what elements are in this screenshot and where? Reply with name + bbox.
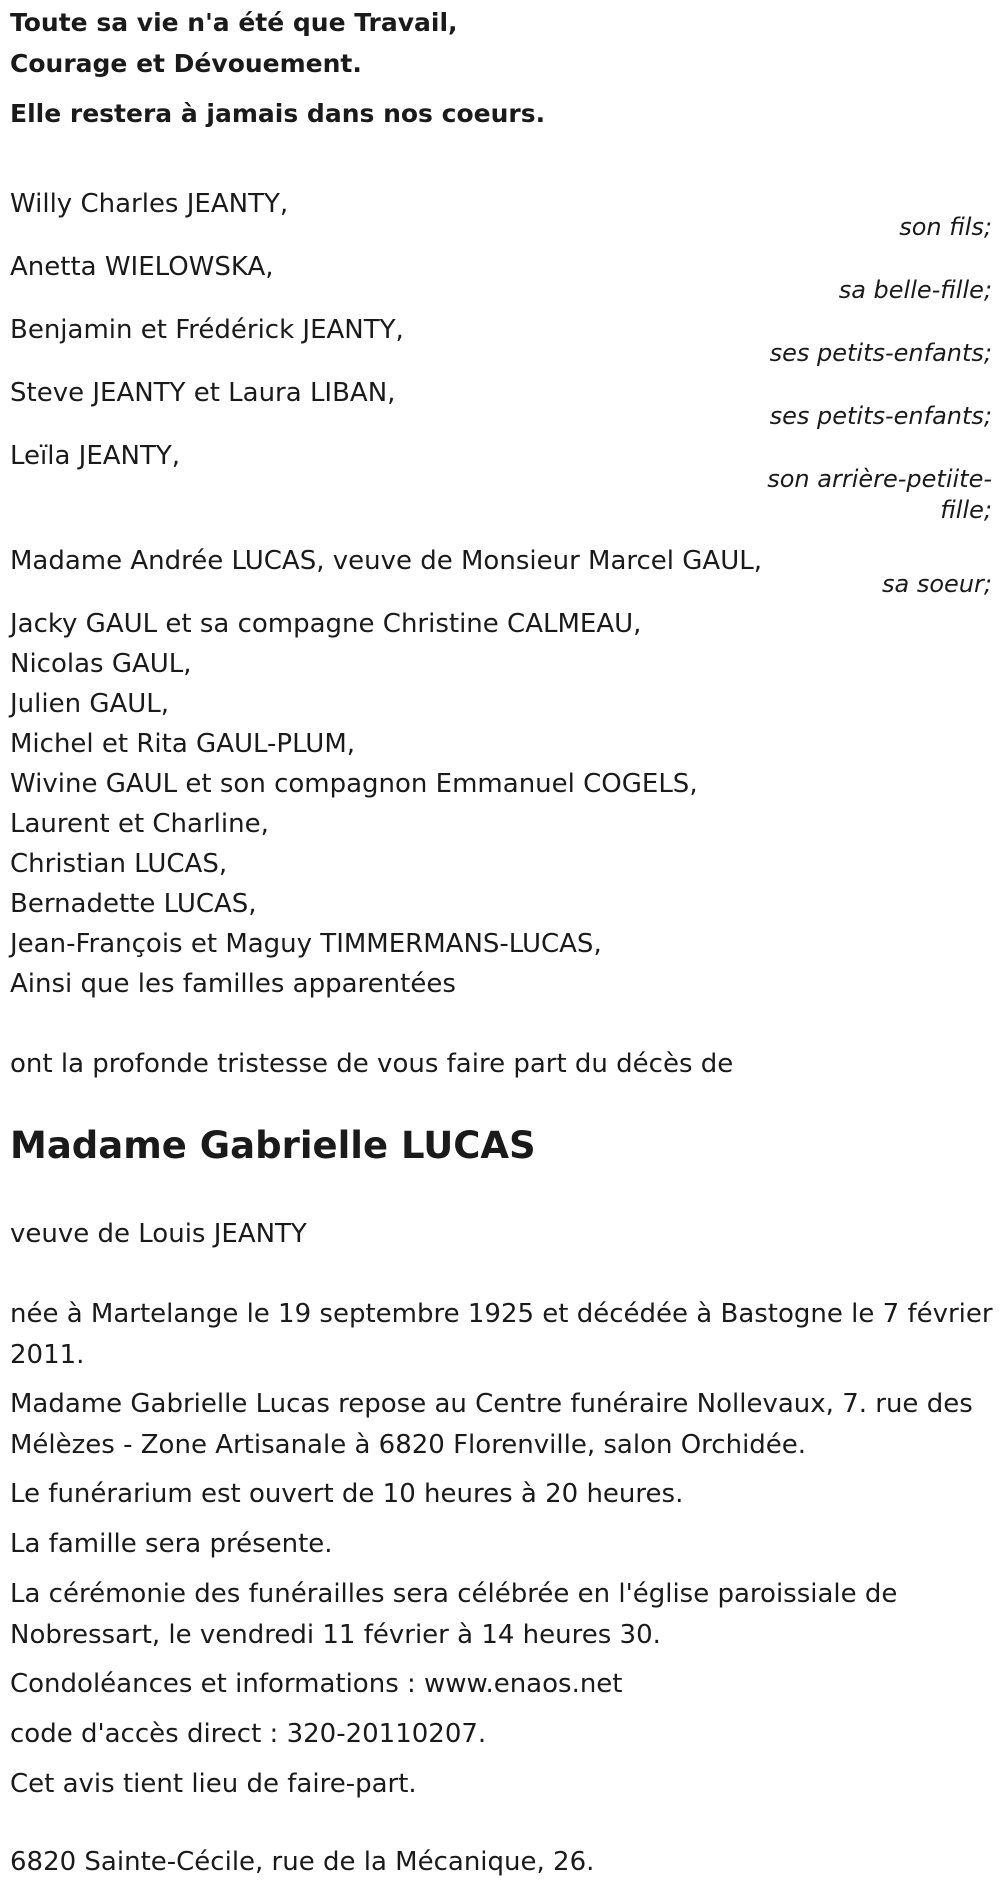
family-member-name: Leïla JEANTY,	[10, 441, 181, 471]
family-member-name: Benjamin et Frédérick JEANTY,	[10, 315, 404, 345]
relative-line: Julien GAUL,	[10, 689, 170, 719]
family-member-name: Steve JEANTY et Laura LIBAN,	[10, 378, 396, 408]
access-code-text: code d'accès direct : 320-20110207.	[10, 1719, 487, 1749]
birth-death-text: née à Martelange le 19 septembre 1925 et décédée à Bastogne le 7 février 2011.	[10, 1299, 993, 1370]
deceased-name: Madame Gabrielle LUCAS	[10, 1124, 536, 1167]
motto-line-2: Courage et Dévouement.	[10, 49, 362, 78]
family-member-role: sa belle-fille;	[838, 276, 992, 304]
repose-text: Madame Gabrielle Lucas repose au Centre funéraire Nollevaux, 7. rue des Mélèzes - Zone Artisanale à 6820 Florenville, salon Orchidée.	[10, 1389, 973, 1460]
relative-line: Jacky GAUL et sa compagne Christine CALMEAU,	[10, 609, 642, 639]
relative-line: Michel et Rita GAUL-PLUM,	[10, 729, 356, 759]
motto-line-1: Toute sa vie n'a été que Travail,	[10, 8, 458, 37]
funerarium-hours-text: Le funérarium est ouvert de 10 heures à 20 heures.	[10, 1479, 684, 1509]
widow-of-text: veuve de Louis JEANTY	[10, 1219, 307, 1249]
motto-line-3: Elle restera à jamais dans nos coeurs.	[10, 99, 546, 128]
relative-line: Bernadette LUCAS,	[10, 889, 257, 919]
relative-line: Wivine GAUL et son compagnon Emmanuel COGELS,	[10, 769, 698, 799]
family-member-role: son arrière-petiite-fille;	[767, 465, 992, 524]
family-member-role: son fils;	[899, 213, 992, 241]
family-member-role: sa soeur;	[882, 570, 992, 598]
notice-text: Cet avis tient lieu de faire-part.	[10, 1769, 417, 1799]
relative-line: Laurent et Charline,	[10, 809, 269, 839]
announcement-text: ont la profonde tristesse de vous faire part du décès de	[10, 1049, 734, 1079]
family-member-name: Anetta WIELOWSKA,	[10, 252, 274, 282]
relative-line: Jean-François et Maguy TIMMERMANS-LUCAS,	[10, 929, 602, 959]
family-member-role: ses petits-enfants;	[769, 402, 992, 430]
relative-line: Nicolas GAUL,	[10, 649, 192, 679]
ceremony-text: La cérémonie des funérailles sera célébrée en l'église paroissiale de Nobressart, le vendredi 11 février à 14 heures 30.	[10, 1579, 898, 1650]
address-text: 6820 Sainte-Cécile, rue de la Mécanique, 26.	[10, 1847, 595, 1877]
family-member-name: Madame Andrée LUCAS, veuve de Monsieur Marcel GAUL,	[10, 546, 762, 576]
family-member-name: Willy Charles JEANTY,	[10, 189, 289, 219]
relative-line: Christian LUCAS,	[10, 849, 228, 879]
relative-line: Ainsi que les familles apparentées	[10, 969, 456, 999]
condolences-text: Condoléances et informations : www.enaos.net	[10, 1669, 623, 1699]
family-member-role: ses petits-enfants;	[769, 339, 992, 367]
family-present-text: La famille sera présente.	[10, 1529, 333, 1559]
